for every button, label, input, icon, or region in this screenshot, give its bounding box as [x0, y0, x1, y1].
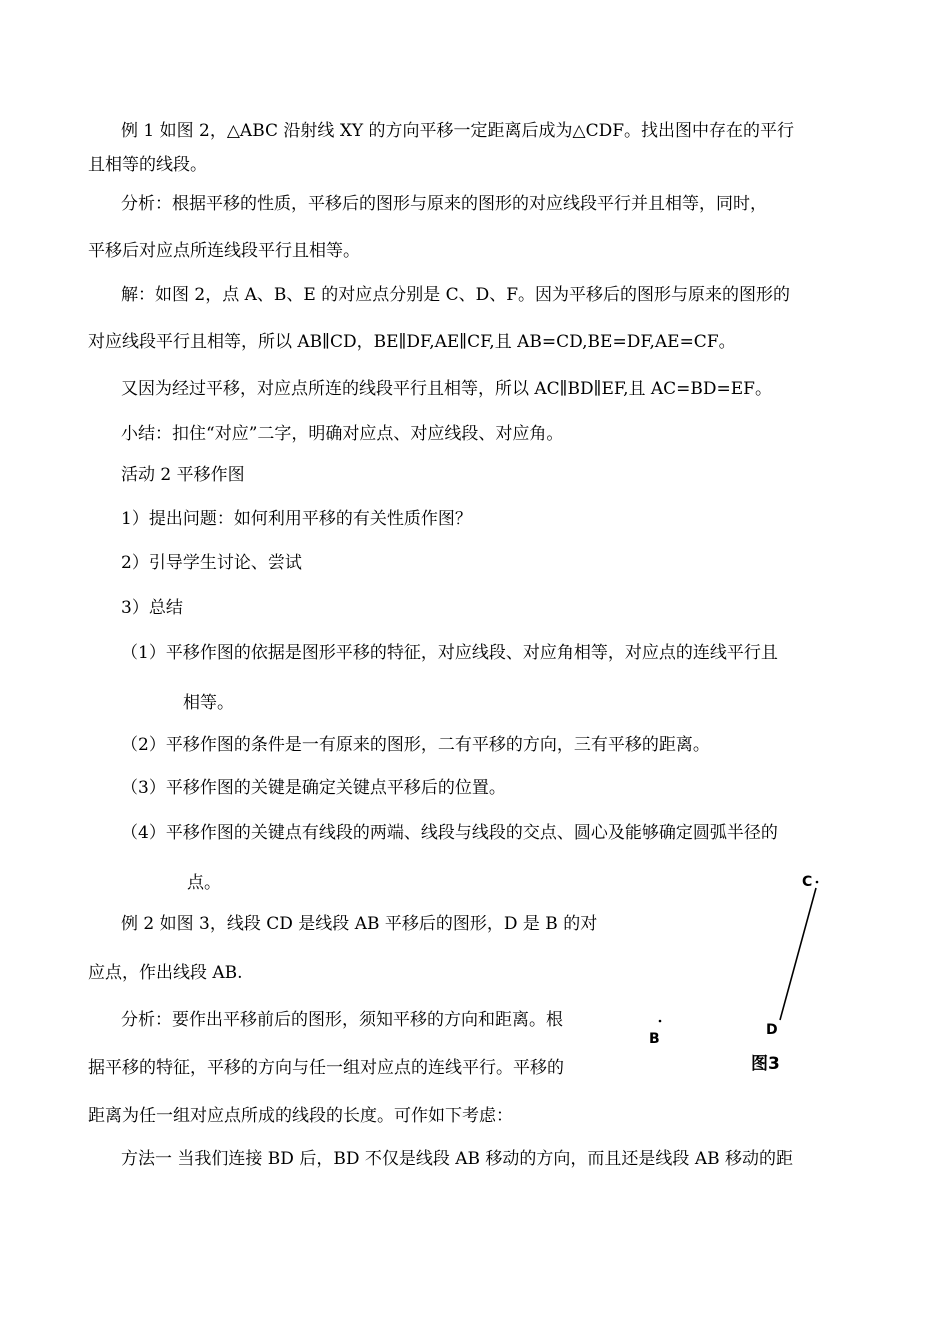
- point-b-marker: [659, 1020, 662, 1023]
- paragraph-line: 2）引导学生讨论、尝试: [121, 553, 302, 573]
- paragraph-line: 3）总结: [121, 598, 183, 618]
- figure-3-diagram: [640, 865, 840, 1080]
- paragraph-line: （3）平移作图的关键是确定关键点平移后的位置。: [121, 778, 506, 798]
- paragraph-line: 分析：要作出平移前后的图形，须知平移的方向和距离。根: [121, 1010, 563, 1030]
- paragraph-line: 分析：根据平移的性质，平移后的图形与原来的图形的对应线段平行并且相等，同时，: [121, 194, 767, 214]
- paragraph-line: 例 1 如图 2，△ABC 沿射线 XY 的方向平移一定距离后成为△CDF。找出图中存在的平行: [121, 121, 795, 141]
- point-b-label: B: [649, 1031, 660, 1047]
- paragraph-line: 1）提出问题：如何利用平移的有关性质作图？: [121, 509, 472, 529]
- paragraph-line: 平移后对应点所连线段平行且相等。: [88, 241, 360, 261]
- point-c-marker: [816, 881, 819, 884]
- paragraph-line: 据平移的特征，平移的方向与任一组对应点的连线平行。平移的: [88, 1058, 564, 1078]
- paragraph-line: 且相等的线段。: [88, 155, 207, 175]
- paragraph-line: 方法一 当我们连接 BD 后，BD 不仅是线段 AB 移动的方向，而且还是线段 AB 移动的距: [121, 1149, 794, 1169]
- paragraph-line: 应点，作出线段 AB.: [88, 963, 243, 983]
- paragraph-line: （1）平移作图的依据是图形平移的特征，对应线段、对应角相等，对应点的连线平行且: [121, 643, 778, 663]
- paragraph-line: 例 2 如图 3，线段 CD 是线段 AB 平移后的图形，D 是 B 的对: [121, 914, 598, 934]
- paragraph-line: 距离为任一组对应点所成的线段的长度。可作如下考虑：: [88, 1106, 513, 1126]
- paragraph-line: 点。: [187, 873, 221, 893]
- paragraph-line: 小结：扣住“对应”二字，明确对应点、对应线段、对应角。: [121, 424, 564, 444]
- paragraph-line: 对应线段平行且相等，所以 AB∥CD，BE∥DF,AE∥CF,且 AB=CD,BE=DF,AE=CF。: [88, 332, 736, 352]
- point-c-label: C: [802, 874, 813, 890]
- paragraph-line: 又因为经过平移，对应点所连的线段平行且相等，所以 AC∥BD∥EF,且 AC=BD=EF。: [121, 379, 772, 399]
- segment-cd: [780, 888, 816, 1020]
- paragraph-line: 活动 2 平移作图: [121, 465, 245, 485]
- paragraph-line: （4）平移作图的关键点有线段的两端、线段与线段的交点、圆心及能够确定圆弧半径的: [121, 823, 778, 843]
- figure-caption: 图3: [751, 1054, 780, 1074]
- point-d-label: D: [766, 1022, 778, 1038]
- paragraph-line: 相等。: [183, 693, 234, 713]
- paragraph-line: （2）平移作图的条件是一有原来的图形，二有平移的方向，三有平移的距离。: [121, 735, 710, 755]
- paragraph-line: 解：如图 2，点 A、B、E 的对应点分别是 C、D、F。因为平移后的图形与原来的图形的: [121, 285, 791, 305]
